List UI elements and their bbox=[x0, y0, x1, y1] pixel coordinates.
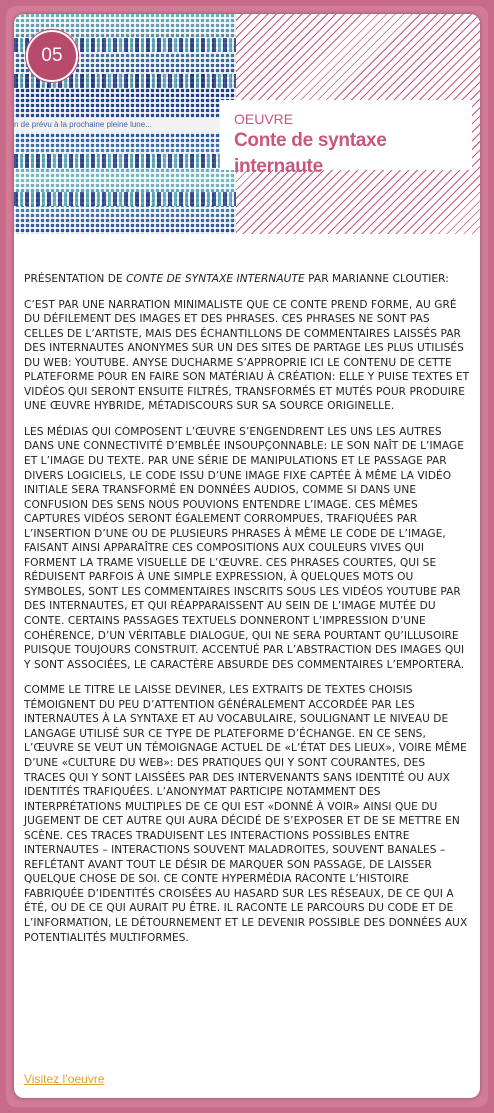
image-caption: n de prévu à la prochaine pleine lune... bbox=[14, 118, 236, 132]
paragraph: COMME LE TITRE LE LAISSE DEVINER, LES EXTRAITS DE TEXTES CHOISIS TÉMOIGNENT DU PEU D’ATTENTION GÉNÉRALEMENT ACCORDÉE PAR LES INTERNAUTES À LA SYNTAXE ET AU VOCABULAIRE, SOULIGNANT LE NIVEAU DE LANGAGE UTILISÉ SUR CE TYPE DE PLATEFORME D’ÉCHANGE. EN CE SENS, L’ŒUVRE SE VEUT UN TÉMOIGNAGE ACTUEL DE «L’ÉTAT DES LIEUX», VOIRE MÊME D’UNE «CULTURE DU WEB»: DES PRATIQUES QUI Y SONT COURANTES, DES TRACES QUI Y SONT LAISSÉES PAR DES INTERVENANTS SANS IDENTITÉ OU AUX IDENTITÉS TRAFIQUÉES. L’ANONYMAT PARTICIPE NOTAMMENT DES INTERPRÉTATIONS MULTIPLES DE CE QUI EST «DONNÉ À VOIR» AINSI QUE DU JUGEMENT DE CET AUTRE QUI AURA DÉCIDÉ DE S’EXPOSER ET DE SE METTRE EN SCÈNE. CES TRACES TRADUISENT LES INTERACTIONS POSSIBLES ENTRE INTERNAUTES – INTERACTIONS SOUVENT MALADROITES, SOUVENT BANALES – REFLÉTANT AVANT TOUT LE DÉSIR DE MARQUER SON PASSAGE, DE LAISSER QUELQUE CHOSE DE SOI. CE CONTE HYPERMÉDIA RACONTE L’HISTOIRE FABRIQUÉE D’IDENTITÉS CROISÉES AU HASARD SUR LES RÉSEAUX, DE CE QUI A ÉTÉ, OU DE CE QUI AURAIT PU ÊTRE. IL RACONTE LE PARCOURS DU CODE ET DE L’INFORMATION, LE DÉTOURNEMENT ET LE DEVENIR POSSIBLE DES DONNÉES AUX POTENTIALITÉS MULTIFORMES. bbox=[24, 684, 468, 944]
description bbox=[24, 272, 470, 956]
work-title: Conte de syntaxe internaute bbox=[234, 130, 387, 177]
paragraph: C’EST PAR UNE NARRATION MINIMALISTE QUE CE CONTE PREND FORME, AU GRÉ DU DÉFILEMENT DES IMAGES ET DES PHRASES. CES PHRASES NE SONT PAS CELLES DE L’ARTISTE, MAIS DES ÉCHANTILLONS DE COMMENTAIRES LAISSÉS PAR DES INTERNAUTES ANONYMES SUR UN DES SITES DE PARTAGE LES PLUS UTILISÉS DU WEB: YOUTUBE. ANYSE DUCHARME S’APPROPRIE ICI LE CONTENU DE CETTE PLATEFORME POUR EN FAIRE SON MATÉRIAU À CRÉATION: ELLE Y PUISE TEXTES ET VIDÉOS QUI SERONT ENSUITE FILTRÉS, TRANSFORMÉS ET MUTÉS POUR PRODUIRE UNE ŒUVRE HYBRIDE, MÉTADISCOURS SUR SA SOURCE ORIGINELLE. bbox=[24, 298, 470, 413]
intro-suffix: PAR MARIANNE CLOUTIER: bbox=[304, 273, 449, 285]
intro-work-title: CONTE DE SYNTAXE INTERNAUTE bbox=[126, 273, 305, 285]
intro-prefix: PRÉSENTATION DE bbox=[24, 273, 127, 285]
title-box bbox=[220, 100, 472, 177]
artwork-card bbox=[14, 14, 480, 1098]
image-glitch-band bbox=[14, 154, 236, 168]
intro-line bbox=[24, 272, 470, 287]
visit-artwork-link[interactable]: Visitez l’oeuvre bbox=[24, 1072, 105, 1086]
paragraph: LES MÉDIAS QUI COMPOSENT L’ŒUVRE S’ENGENDRENT LES UNS LES AUTRES DANS UNE CONNECTIVITÉ D’EMBLÉE INSOUPÇONNABLE: LE SON NAÎT DE L’IMAGE ET L’IMAGE DU TEXTE. PAR UNE SÉRIE DE MANIPULATIONS ET LE PASSAGE PAR DIVERS LOGICIELS, LE CODE ISSU D’UNE IMAGE FIXE CAPTÉE À MÊME LA VIDÉO INITIALE SERA TRANSFORMÉ EN DONNÉES AUDIOS, COMME SI DANS UNE CONFUSION DES SENS NOUS POUVIONS ENTENDRE L’IMAGE. CES MÊMES CAPTURES VIDÉOS SERONT ÉGALEMENT CORROMPUES, TRAFIQUÉES PAR L’INSERTION D’UNE OU DE PLUSIEURS PHRASES À MÊME LE CODE DE L’IMAGE, FAISANT AINSI APPARAÎTRE CES COMPOSITIONS AUX COULEURS VIVES QUI FORMENT LA TRAME VISUELLE DE L’ŒUVRE. CES PHRASES COURTES, QUI SE RÉDUISENT PARFOIS À UNE SIMPLE EXPRESSION, À QUELQUES MOTS OU SYMBOLES, SONT LES COMMENTAIRES INSCRITS SOUS LES VIDÉOS YOUTUBE PAR DES INTERNAUTES, ET QUI RÉAPPARAISSENT AU SEIN DE L’IMAGE MUTÉE DU CONTE. CERTAINS PASSAGES TEXTUELS DONNERONT L’IMPRESSION D’UNE COHÉRENCE, D’UN VÉRITABLE DIALOGUE, QUI NE SERA POURTANT QU’ILLUSOIRE PUISQUE TOUJOURS CONSTRUIT. ACCENTUÉ PAR L’ABSTRACTION DES IMAGES QUI Y SONT ASSOCIÉES, LE CARACTÈRE ABSURDE DES COMMENTAIRES L’EMPORTERA. bbox=[24, 425, 465, 671]
number-badge: 05 bbox=[26, 30, 78, 82]
section-kicker: OEUVRE bbox=[234, 111, 294, 127]
card-header bbox=[14, 14, 480, 234]
image-glitch-band bbox=[14, 192, 236, 206]
